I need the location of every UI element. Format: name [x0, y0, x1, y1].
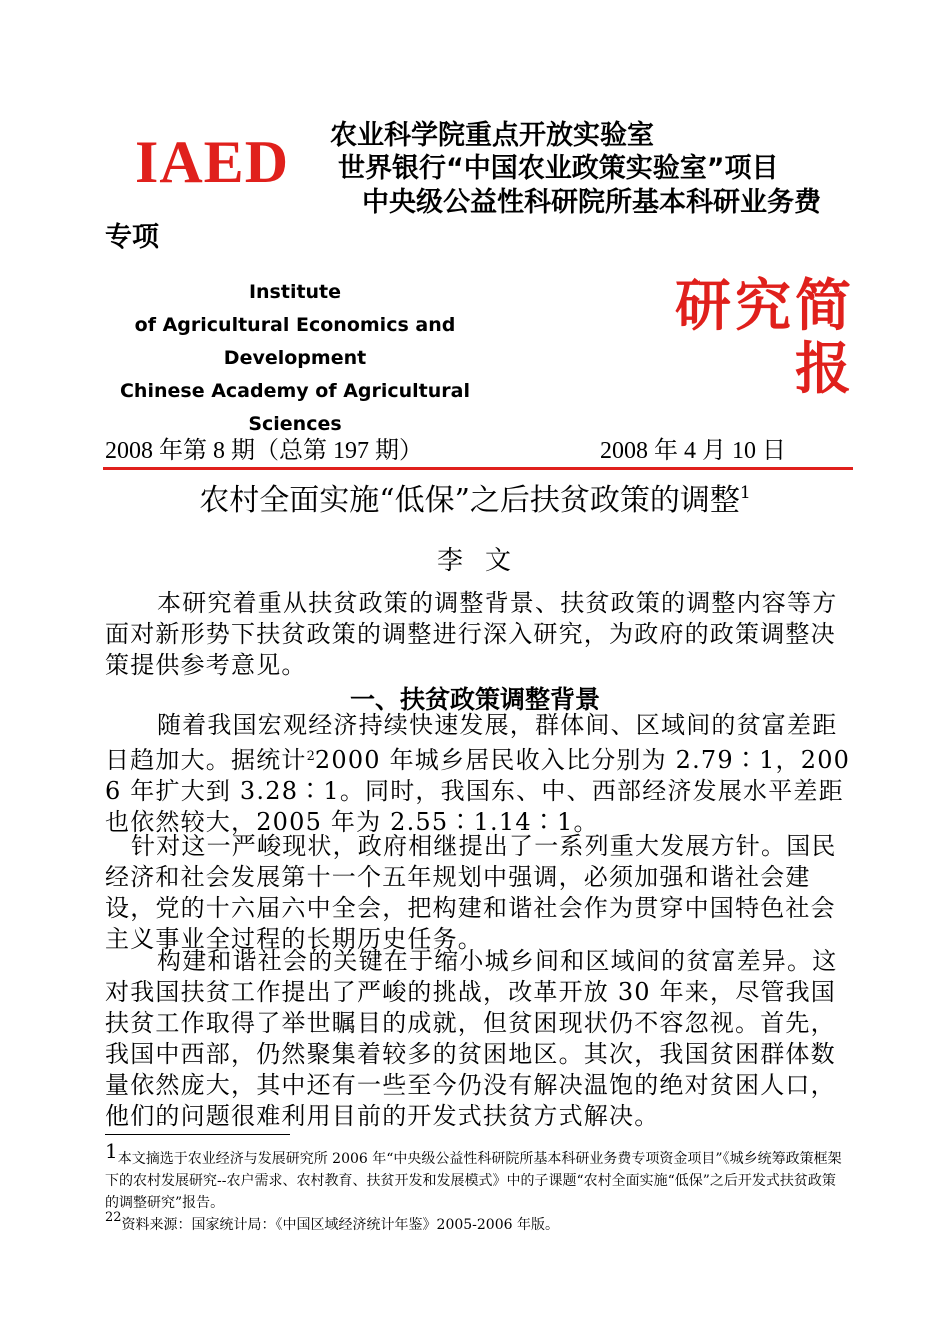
- header-line-1: 农业科学院重点开放实验室: [330, 120, 654, 151]
- header-line-3: 中央级公益性科研院所基本科研业务费: [362, 187, 821, 218]
- brief-title-line-1: 研究简: [675, 274, 855, 339]
- issue-date: 2008 年 4 月 10 日: [600, 438, 786, 464]
- issue-number: 2008 年第 8 期（总第 197 期）: [105, 438, 423, 464]
- title-footnote-mark: 1: [739, 483, 751, 503]
- brief-title-line-2: 报: [795, 336, 855, 402]
- institute-line-3: Development: [223, 347, 367, 369]
- article-title: [0, 483, 950, 519]
- research-brief-title: [595, 276, 855, 401]
- header-divider: [103, 467, 853, 470]
- article-title-text: 农村全面实施“低保”之后扶贫政策的调整: [199, 483, 740, 518]
- paragraph-3: 构建和谐社会的关键在于缩小城乡间和区域间的贫富差异。这对我国扶贫工作提出了严峻的挑战，改革开放 30 年来，尽管我国扶贫工作取得了举世瞩目的成就，但贫困现状仍不容忽视。首先，我国中西部，仍然聚集着较多的贫困地区。其次，我国贫困群体数量依然庞大，其中还有一些至今仍没有解决温饱的绝对贫困人口，他们的问题很难利用目前的开发式扶贫方式解决。: [105, 947, 838, 1130]
- institute-line-1: Institute: [248, 281, 342, 303]
- footnote-ref-2: 2: [306, 749, 315, 764]
- paragraph-1-part-a: 随着我国宏观经济持续快速发展，群体间、区域间的贫富差距日趋加大。据统计: [105, 711, 838, 774]
- paragraph-2: 针对这一严峻现状，政府相继提出了一系列重大发展方针。国民经济和社会发展第十一个五年规划中强调，必须加强和谐社会建设，党的十六届六中全会，把构建和谐社会作为贯穿中国特色社会主义事业全过程的长期历史任务。: [105, 832, 837, 953]
- footnote-2-text: 资料来源：国家统计局：《中国区域经济统计年鉴》2005-2006 年版。: [121, 1217, 559, 1233]
- footnote-1: [105, 1140, 845, 1214]
- footnote-2-mark: 22: [105, 1210, 122, 1225]
- header-line-4: 专项: [105, 222, 159, 253]
- abstract-paragraph: 本研究着重从扶贫政策的调整背景、扶贫政策的调整内容等方面对新形势下扶贫政策的调整进行深入研究，为政府的政策调整决策提供参考意见。: [105, 589, 838, 679]
- institute-name: [100, 276, 490, 435]
- footnote-1-text: 本文摘选于农业经济与发展研究所 2006 年“中央级公益性科研院所基本科研业务费专项资金项目”《城乡统筹政策框架下的农村发展研究--农户需求、农村教育、扶贫开发和发展模式》中的子课题“农村全面实施“低保”之后开发式扶贫政策的调整研究”报告。: [105, 1151, 842, 1211]
- header-line-2: 世界银行“中国农业政策实验室”项目: [338, 153, 779, 184]
- footnote-divider: [105, 1134, 290, 1135]
- footnote-1-mark: 1: [105, 1139, 118, 1163]
- footnote-2: [105, 1207, 845, 1236]
- paragraph-1-part-b: 2000 年城乡居民收入比分别为 2.79∶1，2006 年扩大到 3.28∶1。同时，我国东、中、西部经济发展水平差距也依然较大，2005 年为 2.55∶1.14∶1。: [105, 746, 851, 836]
- institute-line-4: Chinese Academy of Agricultural Sciences: [119, 380, 470, 435]
- article-author: 李文: [436, 546, 533, 576]
- institute-line-2: of Agricultural Economics and: [134, 314, 456, 336]
- paragraph-1: [105, 710, 855, 838]
- section-heading: 一、扶贫政策调整背景: [349, 685, 600, 714]
- iaed-logo: IAED: [135, 129, 290, 195]
